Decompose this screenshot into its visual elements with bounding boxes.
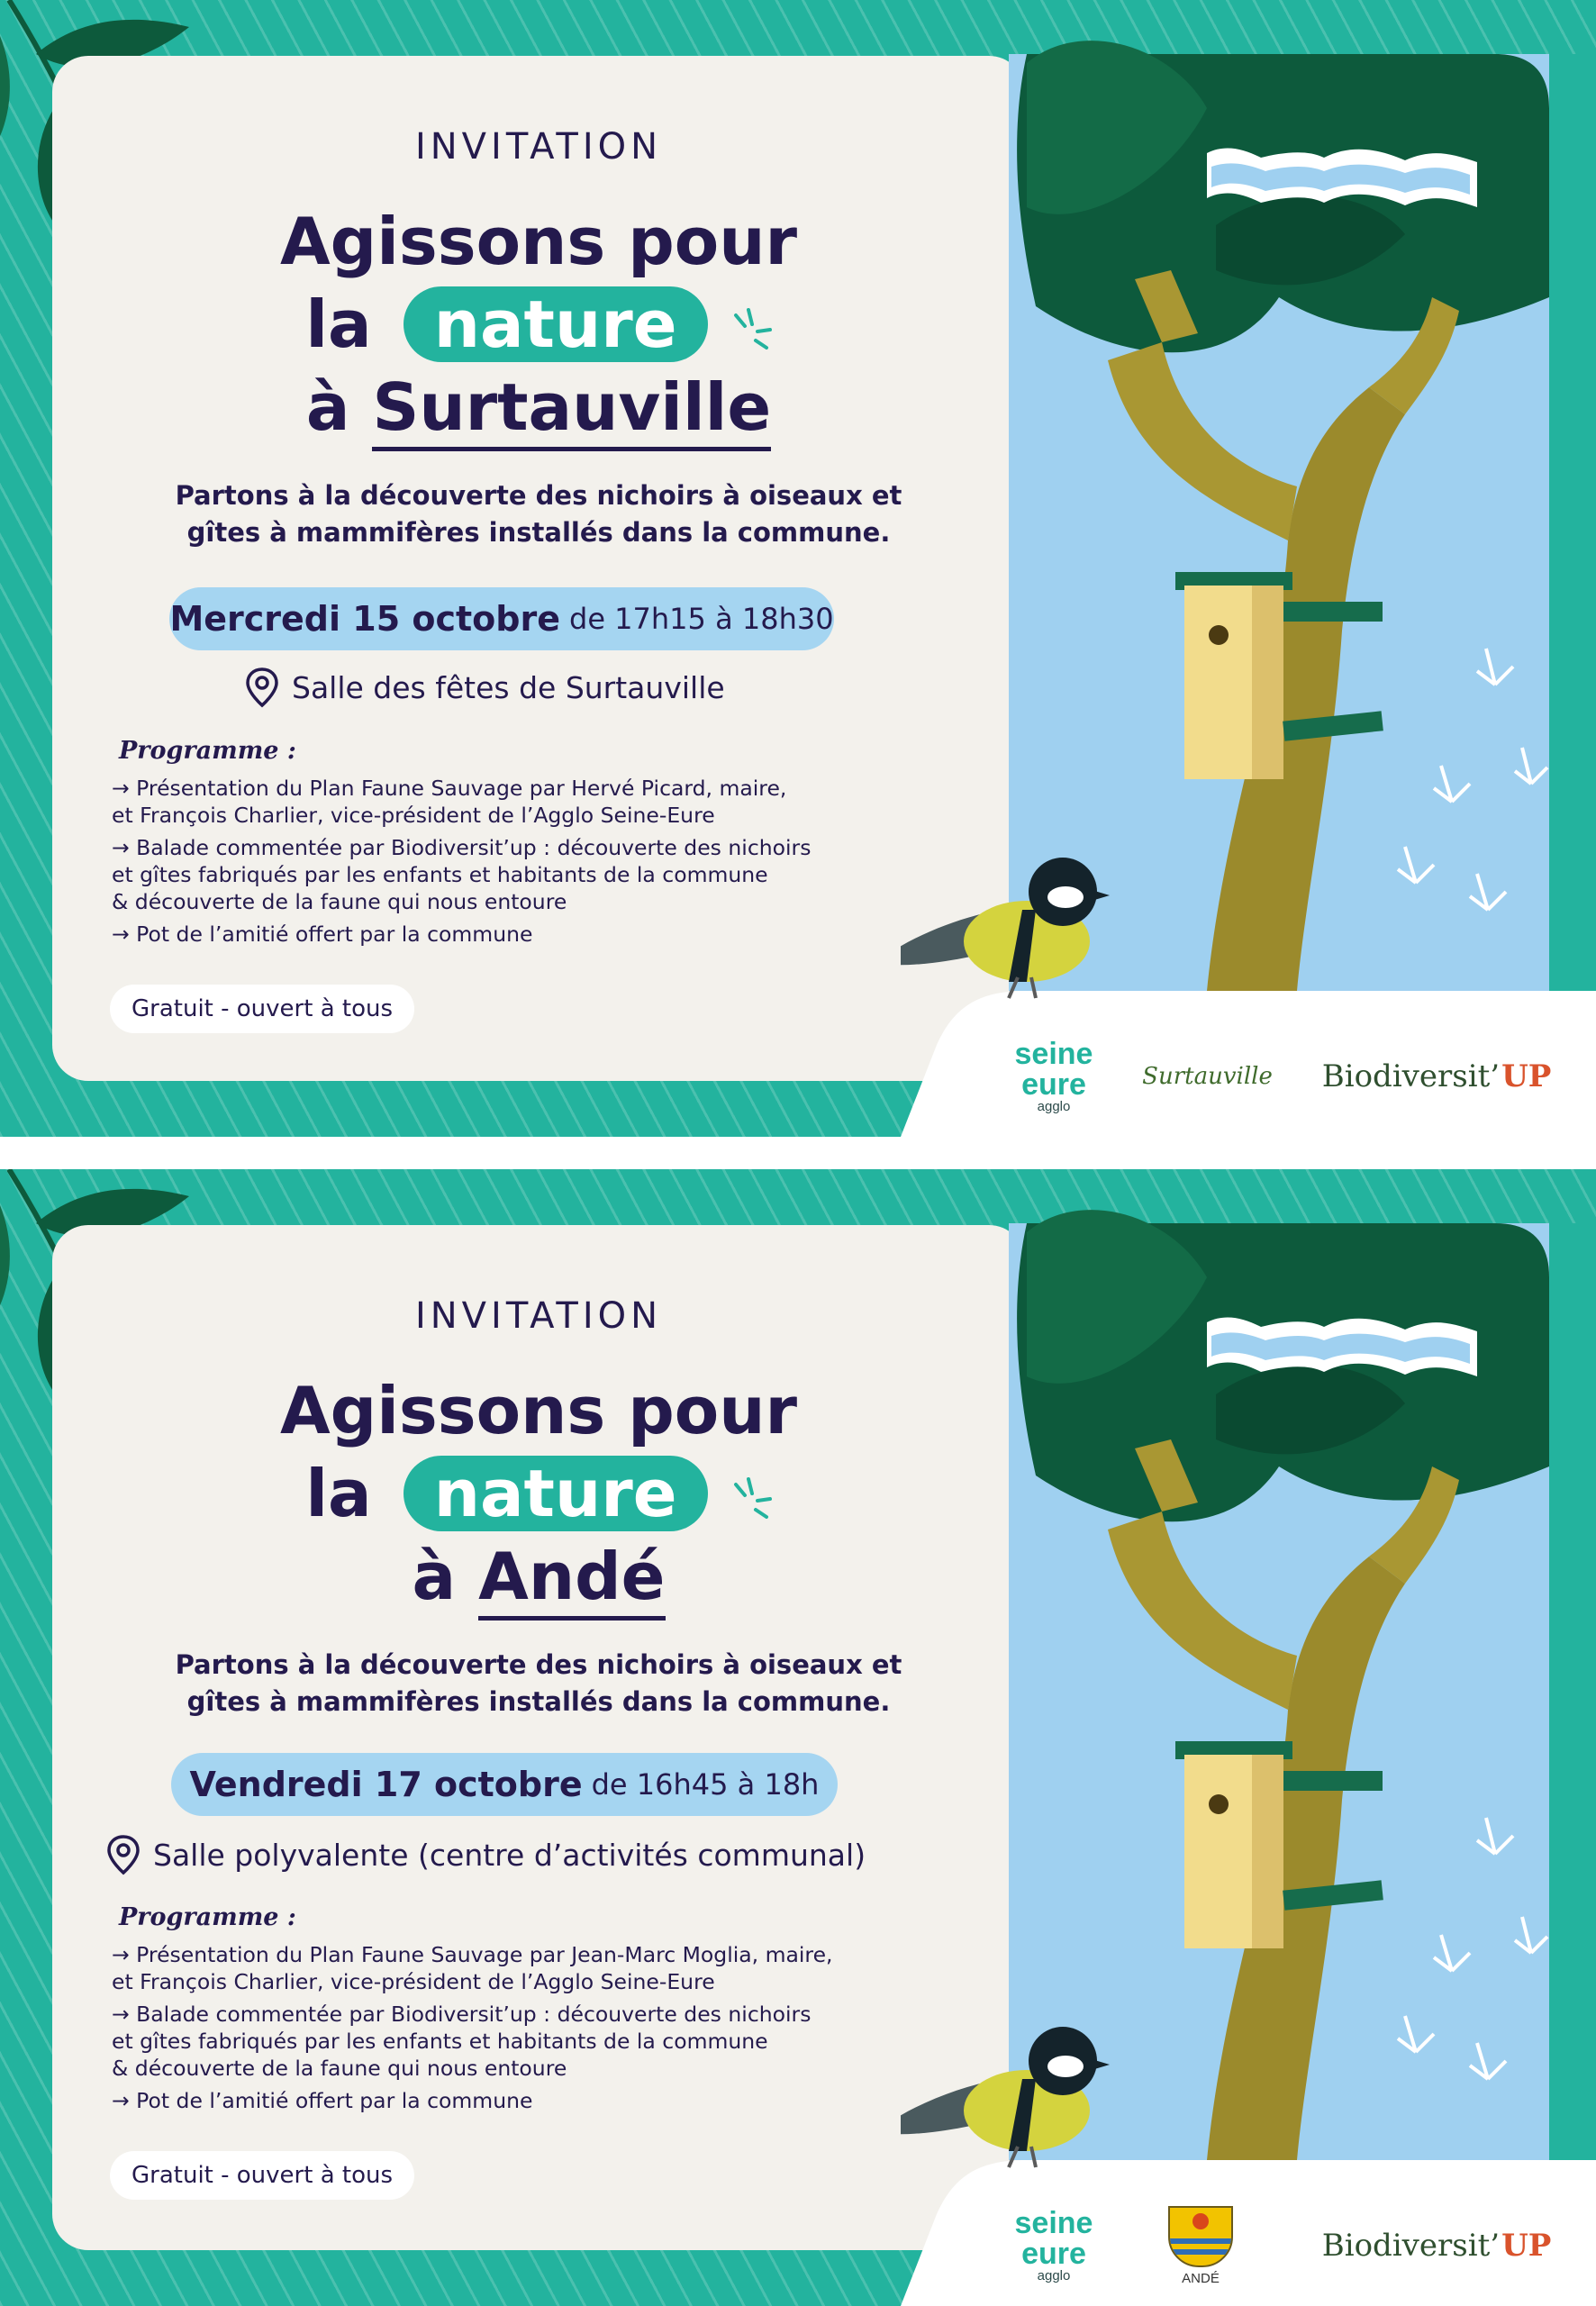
seine-eure-word-3: agglo [1037, 2268, 1071, 2283]
partner-logos [995, 1036, 1572, 1117]
intro-line-2: gîtes à mammifères installés dans la commune. [186, 1686, 891, 1717]
invitation-card-ande [0, 1169, 1596, 2306]
event-date: Vendredi 17 octobre [189, 1765, 583, 1804]
headline-la: la [305, 286, 372, 362]
headline-a: à [305, 369, 350, 445]
headline-town: Andé [478, 1539, 665, 1621]
invitation-card-surtauville [0, 0, 1596, 1137]
programme-line: & découverte de la faune qui nous entoure [112, 889, 567, 914]
programme-line: et gîtes fabriqués par les enfants et habitants de la commune [112, 862, 768, 887]
ande-crest-logo [1147, 2205, 1255, 2286]
programme-line: et François Charlier, vice-président de l’Agglo Seine-Eure [112, 1969, 715, 1994]
biodiversitup-logo [1301, 2205, 1572, 2286]
headline-town: Surtauville [372, 369, 771, 451]
surtauville-logo: Surtauville [1142, 1063, 1273, 1090]
programme-title: Programme : [119, 737, 296, 765]
biodiversitup-up: UP [1501, 1058, 1552, 1094]
programme-line: et François Charlier, vice-président de l’Agglo Seine-Eure [112, 803, 715, 828]
free-badge: Gratuit - ouvert à tous [110, 985, 414, 1033]
programme-item [112, 834, 904, 915]
headline [52, 200, 1025, 449]
programme-list [112, 1941, 904, 2120]
biodiversitup-word: Biodiversit’ [1321, 1058, 1501, 1094]
nature-pill: nature [404, 1456, 708, 1531]
programme-title: Programme : [119, 1903, 296, 1931]
programme-item [112, 2087, 904, 2114]
location [106, 1834, 866, 1875]
headline-line-3 [52, 1535, 1025, 1618]
programme-line: → Pot de l’amitié offert par la commune [112, 921, 533, 947]
headline [52, 1369, 1025, 1618]
programme-line: & découverte de la faune qui nous entoure [112, 2056, 567, 2081]
tree-illustration [901, 0, 1596, 1137]
programme-item [112, 921, 904, 948]
event-hours: de 16h45 à 18h [591, 1767, 820, 1802]
location [245, 667, 725, 708]
intro-line-1: Partons à la découverte des nichoirs à oiseaux et [175, 1649, 902, 1680]
programme-line: et gîtes fabriqués par les enfants et habitants de la commune [112, 2029, 768, 2054]
sparkle-icon [730, 1475, 772, 1521]
programme-list [112, 775, 904, 953]
location-pin-icon [106, 1834, 141, 1875]
location-pin-icon [245, 667, 279, 708]
intro-text [52, 477, 1025, 551]
headline-a: à [412, 1539, 457, 1614]
date-pill [171, 1753, 838, 1816]
programme-line: → Balade commentée par Biodiversit’up : découverte des nichoirs [112, 835, 812, 860]
invitation-kicker: INVITATION [414, 1295, 663, 1337]
location-text: Salle des fêtes de Surtauville [292, 669, 725, 705]
biodiversitup-up: UP [1501, 2228, 1552, 2264]
seine-eure-word-2: eure [1021, 2237, 1086, 2271]
programme-line: → Présentation du Plan Faune Sauvage par Jean-Marc Moglia, maire, [112, 1942, 833, 1967]
programme-line: → Balade commentée par Biodiversit’up : découverte des nichoirs [112, 2002, 812, 2027]
partner-logos [995, 2205, 1572, 2286]
seine-eure-logo [995, 2205, 1112, 2286]
headline-la: la [305, 1456, 372, 1531]
seine-eure-word-1: seine [1014, 1037, 1093, 1071]
seine-eure-word-2: eure [1021, 1067, 1086, 1102]
headline-line-3 [52, 366, 1025, 449]
invitation-kicker: INVITATION [414, 126, 663, 168]
programme-line: → Présentation du Plan Faune Sauvage par Hervé Picard, maire, [112, 776, 787, 801]
headline-line-1: Agissons pour [279, 1373, 798, 1448]
intro-line-2: gîtes à mammifères installés dans la commune. [186, 517, 891, 548]
ande-crest-label: ANDÉ [1182, 2270, 1220, 2286]
programme-item [112, 2001, 904, 2082]
free-badge: Gratuit - ouvert à tous [110, 2151, 414, 2200]
headline-line-2 [52, 1452, 1025, 1535]
biodiversitup-word: Biodiversit’ [1321, 2228, 1501, 2264]
programme-item [112, 1941, 904, 1995]
date-pill [169, 587, 834, 650]
sparkle-icon [730, 306, 772, 351]
tree-illustration [901, 1169, 1596, 2306]
programme-item [112, 775, 904, 829]
location-text: Salle polyvalente (centre d’activités communal) [153, 1837, 866, 1873]
seine-eure-word-3: agglo [1037, 1099, 1071, 1114]
programme-line: → Pot de l’amitié offert par la commune [112, 2088, 533, 2113]
headline-line-1: Agissons pour [279, 204, 798, 279]
nature-pill: nature [404, 286, 708, 362]
headline-line-2 [52, 283, 1025, 366]
intro-line-1: Partons à la découverte des nichoirs à oiseaux et [175, 480, 902, 511]
ande-crest-shield [1168, 2206, 1233, 2267]
seine-eure-word-1: seine [1014, 2206, 1093, 2240]
seine-eure-logo [995, 1036, 1112, 1117]
event-date: Mercredi 15 octobre [169, 599, 560, 639]
intro-text [52, 1647, 1025, 1720]
biodiversitup-logo [1301, 1036, 1572, 1117]
event-hours: de 17h15 à 18h30 [569, 602, 834, 636]
